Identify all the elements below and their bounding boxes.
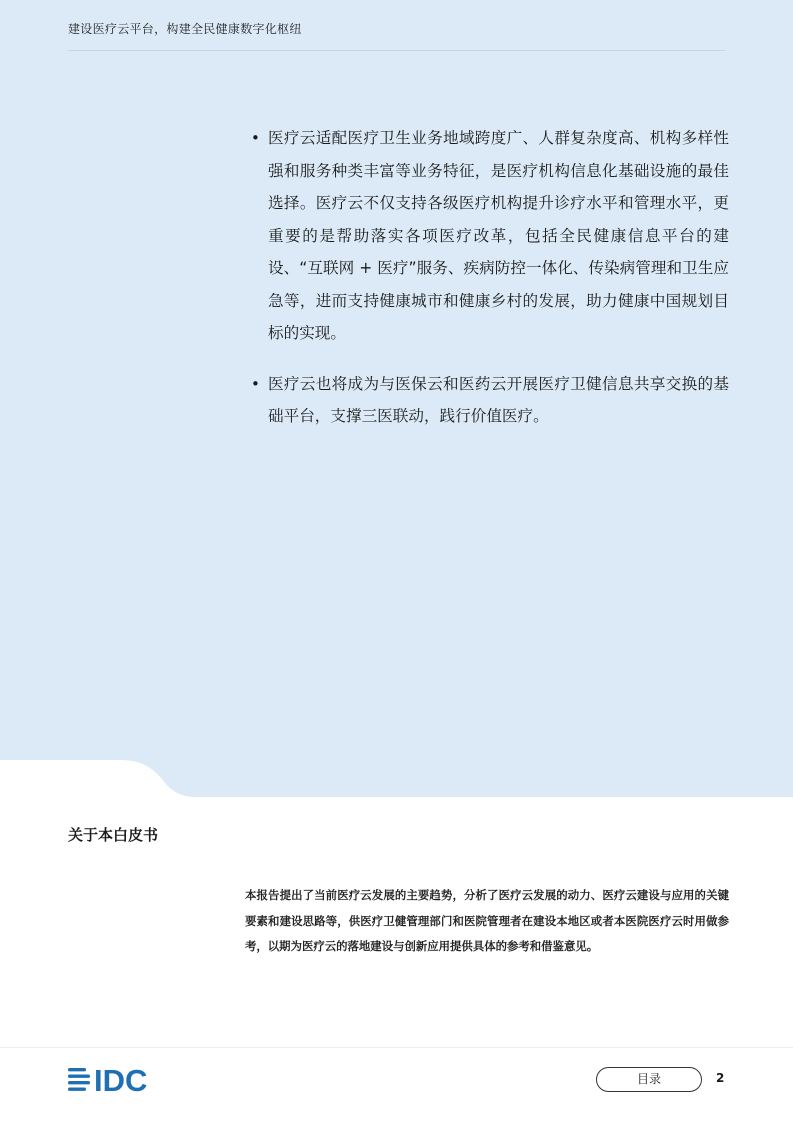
section-body: 本报告提出了当前医疗云发展的主要趋势，分析了医疗云发展的动力、医疗云建设与应用的关键要素和建设思路等，供医疗卫健管理部门和医院管理者在建设本地区或者本医院医疗云时用做参考，以期为医疗云的落地建设与创新应用提供具体的参考和借鉴意见。 xyxy=(245,888,729,953)
bullet-item xyxy=(249,122,729,350)
logo-text: IDC xyxy=(94,1063,148,1096)
bullet-list xyxy=(249,122,729,451)
running-header: 建设医疗云平台，构建全民健康数字化枢纽 xyxy=(68,22,302,36)
bullet-text: 医疗云适配医疗卫生业务地域跨度广、人群复杂度高、机构多样性强和服务种类丰富等业务特征，是医疗机构信息化基础设施的最佳选择。医疗云不仅支持各级医疗机构提升诊疗水平和管理水平，更重要的是帮助落实各项医疗改革，包括全民健康信息平台的建设、“互联网 + 医疗”服务、疾病防控一体化、传染病管理和卫生应急等，进而支持健康城市和健康乡村的发展，助力健康中国规划目标的实现。 xyxy=(268,129,729,342)
bullet-text: 医疗云也将成为与医保云和医药云开展医疗卫健信息共享交换的基础平台，支撑三医联动，践行价值医疗。 xyxy=(268,374,729,425)
bullet-dot: • xyxy=(251,129,260,147)
table-of-contents-button[interactable]: 目录 xyxy=(596,1067,702,1092)
footer-divider xyxy=(0,1047,793,1048)
bullet-dot: • xyxy=(251,374,260,393)
header-divider xyxy=(68,50,726,51)
bullet-item xyxy=(249,368,729,433)
section-title: 关于本白皮书 xyxy=(68,826,159,844)
idc-logo-icon xyxy=(68,1060,168,1096)
page-number: 2 xyxy=(716,1071,725,1085)
